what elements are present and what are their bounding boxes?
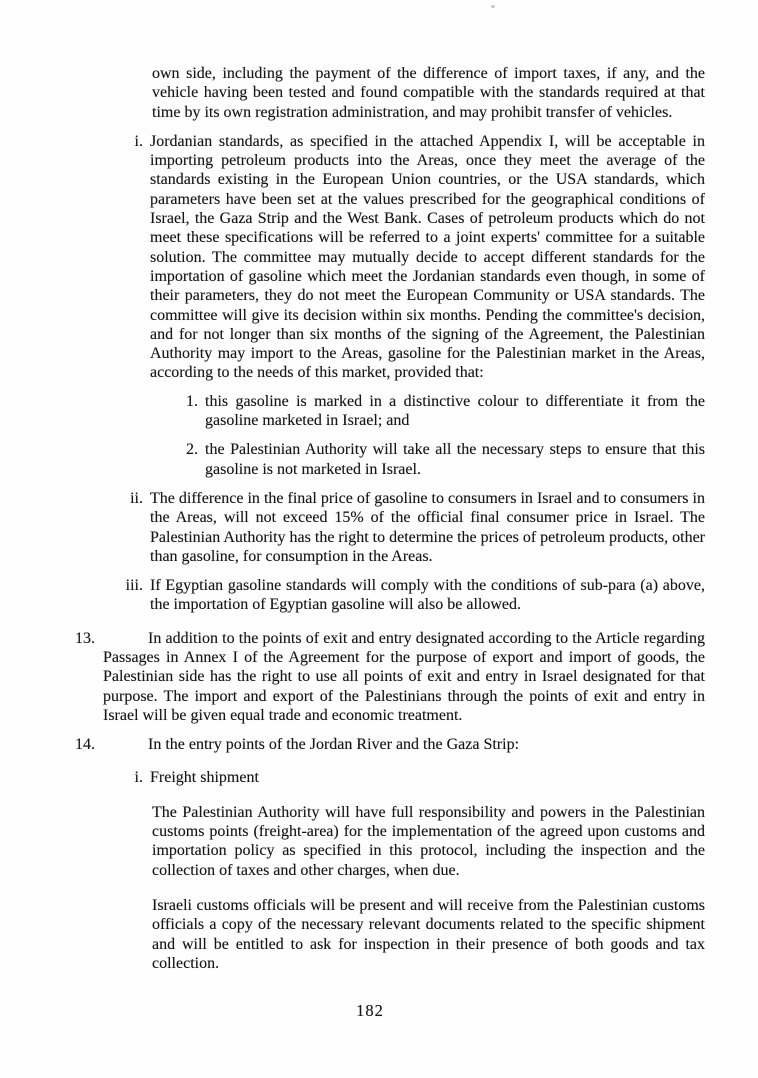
paragraph-13 <box>75 629 705 725</box>
list-item-ii-marker: ii. <box>130 489 143 507</box>
paragraph-14-text: In the entry points of the Jordan River and the Gaza Strip: <box>148 736 520 754</box>
list-item-i-marker: i. <box>134 132 143 150</box>
list-item-i-text: Jordanian standards, as specified in the attached Appendix I, will be acceptable in importing petroleum products into the Areas, once they meet the average of the standards existing in the European Union countries, or the USA standards, which parameters have been set at the values prescribed for the geographical conditions of Israel, the Gaza Strip and the West Bank. Cases of petroleum products which do not meet these specifications will be referred to a joint experts' committee for a suitable solution. The committee may mutually decide to accept different standards for the importation of gasoline which meet the Jordanian standards even though, in some of their parameters, they do not meet the European Community or USA standards. The committee will give its decision within six months. Pending the committee's decision, and for not longer than six months of the signing of the Agreement, the Palestinian Authority may import to the Areas, gasoline for the Palestinian market in the Areas, according to the needs of this market, provided that: <box>150 132 705 382</box>
page-content <box>75 64 705 984</box>
gasoline-conditions-list <box>186 392 705 479</box>
freight-heading-text: Freight shipment <box>150 768 259 786</box>
condition-1-marker: 1. <box>186 392 198 410</box>
freight-paragraph-1: The Palestinian Authority will have full responsibility and powers in the Palestinian customs points (freight-area) for the implementation of the agreed upon customs and importation policy as specified in this protocol, including the inspection and the collection of taxes and other charges, when due. <box>152 803 705 879</box>
list-item-iii-marker: iii. <box>125 577 143 595</box>
continuation-paragraph: own side, including the payment of the difference of import taxes, if any, and the vehicle having been tested and found compatible with the standards required at that time by its own registration administration, and may prohibit transfer of vehicles. <box>152 65 705 121</box>
freight-heading-marker: i. <box>134 768 143 786</box>
scan-speck <box>491 5 495 8</box>
list-item-ii <box>130 489 705 566</box>
condition-1-text: this gasoline is marked in a distinctive colour to differentiate it from the gasoline marketed in Israel; and <box>205 392 705 430</box>
list-item-iii-text: If Egyptian gasoline standards will comply with the conditions of sub-para (a) above, the importation of Egyptian gasoline will also be allowed. <box>150 577 705 614</box>
condition-item-1 <box>186 392 705 431</box>
paragraph-13-text: In addition to the points of exit and entry designated according to the Article regarding Passages in Annex I of the Agreement for the purpose of export and import of goods, the Palestinian side has the right to use all points of exit and entry in Israel designated for that purpose. The import and export of the Palestinians through the points of exit and entry in Israel will be given equal trade and economic treatment. <box>103 629 705 724</box>
condition-2-text: the Palestinian Authority will take all the necessary steps to ensure that this gasoline is not marketed in Israel. <box>205 441 705 478</box>
freight-paragraph-2: Israeli customs officials will be present and will receive from the Palestinian customs officials a copy of the necessary relevant documents related to the specific shipment and will be entitled to ask for inspection in their presence of both goods and tax collection. <box>152 896 705 972</box>
paragraph-14 <box>75 735 705 754</box>
paragraph-13-number: 13. <box>75 629 95 647</box>
list-item-iii <box>125 576 705 615</box>
paragraph-14-number: 14. <box>75 736 95 754</box>
page-number: 182 <box>356 1001 384 1020</box>
freight-shipment-heading <box>134 768 705 787</box>
list-item-ii-text: The difference in the final price of gasoline to consumers in Israel and to consumers in the Areas, will not exceed 15% of the official final consumer price in Israel. The Palestinian Authority has the right to determine the prices of petroleum products, other than gasoline, for consumption in the Areas. <box>150 489 705 565</box>
condition-item-2 <box>186 440 705 479</box>
list-item-i <box>134 132 705 383</box>
condition-2-marker: 2. <box>186 441 198 459</box>
